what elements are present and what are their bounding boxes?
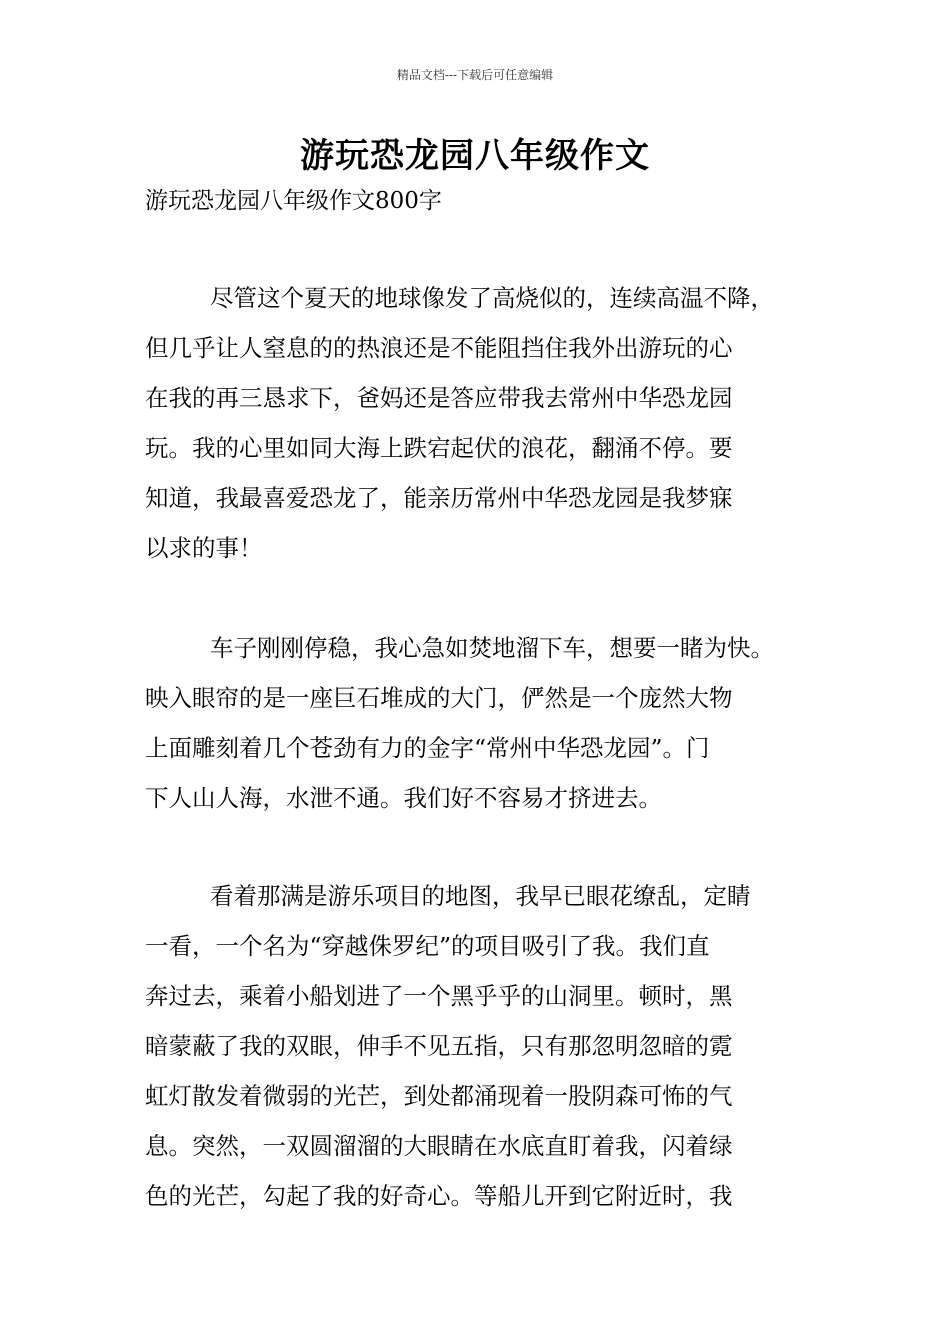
- paragraph-line: 上面雕刻着几个苍劲有力的金字“常州中华恐龙园”。门: [145, 734, 710, 762]
- document-subtitle: 游玩恐龙园八年级作文800字: [145, 188, 442, 214]
- paragraph-line: 以求的事！: [145, 534, 263, 562]
- paragraph-line: 知道，我最喜爱恐龙了，能亲历常州中华恐龙园是我梦寐: [145, 484, 733, 512]
- paragraph-line: 看着那满是游乐项目的地图，我早已眼花缭乱，定睛: [210, 882, 751, 910]
- header-note: 精品文档---下载后可任意编辑: [396, 68, 554, 82]
- document-title: 游玩恐龙园八年级作文: [300, 136, 650, 176]
- paragraph-line: 在我的再三恳求下，爸妈还是答应带我去常州中华恐龙园: [145, 384, 733, 412]
- paragraph-line: 车子刚刚停稳，我心急如焚地溜下车，想要一睹为快。: [210, 634, 774, 662]
- paragraph-line: 玩。我的心里如同大海上跌宕起伏的浪花，翻涌不停。要: [145, 434, 733, 462]
- paragraph-line: 暗蒙蔽了我的双眼，伸手不见五指，只有那忽明忽暗的霓: [145, 1032, 733, 1060]
- paragraph-line: 下人山人海，水泄不通。我们好不容易才挤进去。: [145, 784, 662, 812]
- paragraph-line: 虹灯散发着微弱的光芒，到处都涌现着一股阴森可怖的气: [145, 1082, 733, 1110]
- paragraph-line: 奔过去，乘着小船划进了一个黑乎乎的山洞里。顿时，黑: [145, 982, 733, 1010]
- paragraph-line: 映入眼帘的是一座巨石堆成的大门，俨然是一个庞然大物: [145, 684, 733, 712]
- paragraph-line: 息。突然，一双圆溜溜的大眼睛在水底直盯着我，闪着绿: [145, 1132, 733, 1160]
- paragraph-line: 色的光芒，勾起了我的好奇心。等船儿开到它附近时，我: [145, 1182, 733, 1210]
- paragraph-line: 但几乎让人窒息的的热浪还是不能阻挡住我外出游玩的心: [145, 334, 733, 362]
- paragraph-line: 尽管这个夏天的地球像发了高烧似的，连续高温不降，: [210, 284, 774, 312]
- paragraph-line: 一看，一个名为“穿越侏罗纪”的项目吸引了我。我们直: [145, 932, 710, 960]
